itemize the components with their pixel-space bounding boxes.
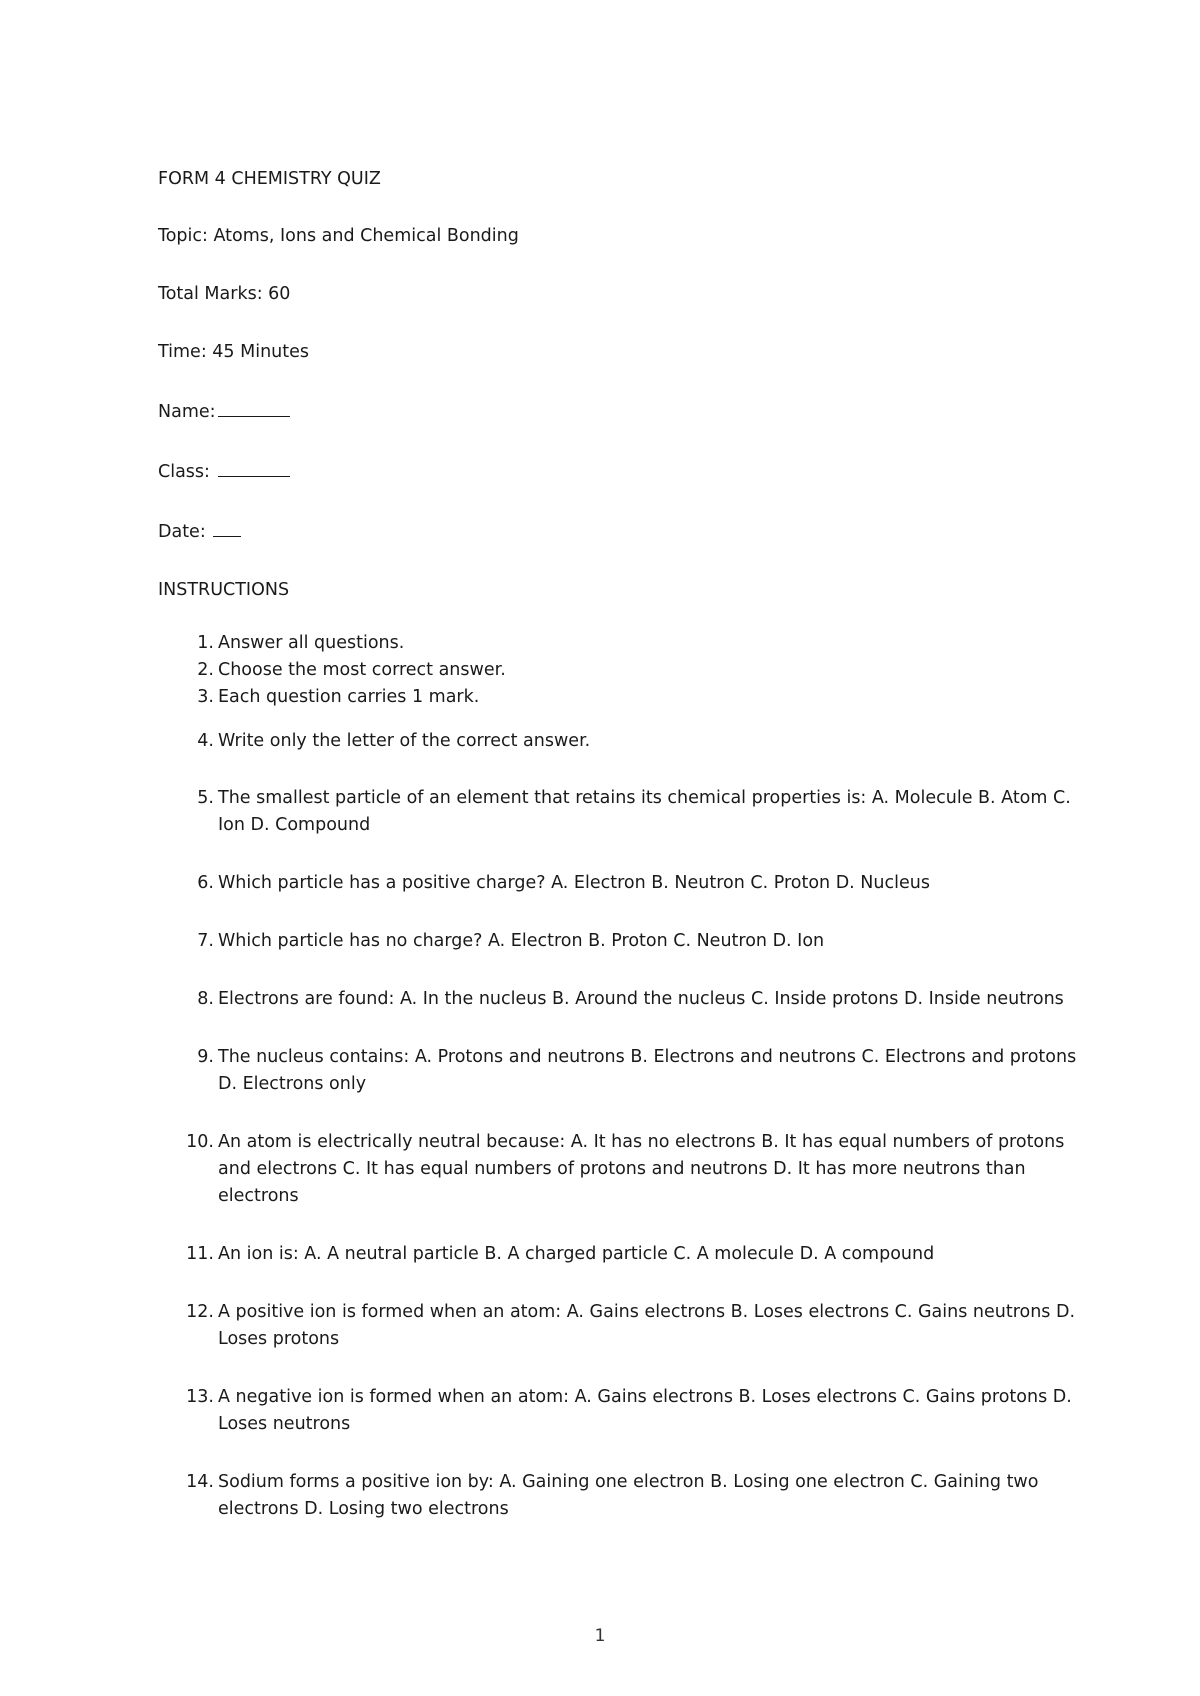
question-number: 14. bbox=[186, 1472, 214, 1492]
list-item bbox=[158, 684, 1058, 711]
page-number: 1 bbox=[594, 1626, 606, 1646]
question-text: An ion is: A. A neutral particle B. A charged particle C. A molecule D. A compound bbox=[218, 1244, 935, 1264]
name-label: Name: bbox=[158, 402, 216, 422]
quiz-topic: Topic: Atoms, Ions and Chemical Bonding bbox=[158, 226, 519, 246]
item-number: 2. bbox=[197, 660, 214, 680]
question-item bbox=[158, 1384, 1098, 1438]
question-text: Sodium forms a positive ion by: A. Gaining one electron B. Losing one electron C. Gaining two electrons D. Losing two electrons bbox=[218, 1472, 1039, 1519]
item-number: 3. bbox=[197, 687, 214, 707]
question-number: 13. bbox=[186, 1387, 214, 1407]
question-text: A negative ion is formed when an atom: A. Gains electrons B. Loses electrons C. Gains protons D. Loses neutrons bbox=[218, 1387, 1072, 1434]
question-number: 7. bbox=[197, 931, 214, 951]
total-marks: Total Marks: 60 bbox=[158, 284, 291, 304]
question-item bbox=[158, 928, 1098, 955]
question-text: The smallest particle of an element that retains its chemical properties is: A. Molecule B. Atom C. Ion D. Compound bbox=[218, 788, 1071, 835]
question-item bbox=[158, 1299, 1098, 1353]
list-item bbox=[158, 630, 1058, 657]
item-number: 1. bbox=[197, 633, 214, 653]
date-blank bbox=[213, 517, 241, 537]
question-item bbox=[158, 1044, 1098, 1098]
item-text: Write only the letter of the correct answer. bbox=[218, 731, 591, 751]
quiz-title: FORM 4 CHEMISTRY QUIZ bbox=[158, 169, 381, 189]
item-text: Each question carries 1 mark. bbox=[218, 687, 480, 707]
question-text: The nucleus contains: A. Protons and neutrons B. Electrons and neutrons C. Electrons and protons D. Electrons only bbox=[218, 1047, 1077, 1094]
class-field bbox=[158, 457, 1058, 486]
question-text: Electrons are found: A. In the nucleus B. Around the nucleus C. Inside protons D. Inside neutrons bbox=[218, 989, 1064, 1009]
question-item bbox=[158, 1241, 1098, 1268]
question-text: A positive ion is formed when an atom: A. Gains electrons B. Loses electrons C. Gains neutrons D. Loses protons bbox=[218, 1302, 1076, 1349]
quiz-content bbox=[158, 166, 1077, 1554]
date-label: Date: bbox=[158, 522, 206, 542]
list-item bbox=[158, 728, 1058, 755]
date-field bbox=[158, 517, 1058, 546]
question-number: 8. bbox=[197, 989, 214, 1009]
question-number: 5. bbox=[197, 788, 214, 808]
name-blank bbox=[218, 397, 290, 417]
question-text: An atom is electrically neutral because: A. It has no electrons B. It has equal numbers of protons and electrons C. It has equal numbers of protons and neutrons D. It has more neutrons than electrons bbox=[218, 1132, 1065, 1206]
instructions-list bbox=[158, 630, 1058, 755]
question-text: Which particle has a positive charge? A. Electron B. Neutron C. Proton D. Nucleus bbox=[218, 873, 930, 893]
instructions-heading: INSTRUCTIONS bbox=[158, 580, 290, 600]
question-item bbox=[158, 785, 1098, 839]
question-number: 9. bbox=[197, 1047, 214, 1067]
list-item bbox=[158, 657, 1058, 684]
question-number: 12. bbox=[186, 1302, 214, 1322]
question-text: Which particle has no charge? A. Electron B. Proton C. Neutron D. Ion bbox=[218, 931, 825, 951]
item-text: Answer all questions. bbox=[218, 633, 405, 653]
question-item bbox=[158, 1469, 1098, 1523]
questions-list bbox=[158, 785, 1077, 1523]
question-number: 10. bbox=[186, 1132, 214, 1152]
question-item bbox=[158, 1129, 1098, 1210]
class-label: Class: bbox=[158, 462, 210, 482]
item-number: 4. bbox=[197, 731, 214, 751]
question-number: 6. bbox=[197, 873, 214, 893]
name-field bbox=[158, 397, 1058, 426]
question-number: 11. bbox=[186, 1244, 214, 1264]
item-text: Choose the most correct answer. bbox=[218, 660, 506, 680]
question-item bbox=[158, 870, 1098, 897]
time-allowed: Time: 45 Minutes bbox=[158, 342, 310, 362]
question-item bbox=[158, 986, 1098, 1013]
class-blank bbox=[218, 457, 290, 477]
